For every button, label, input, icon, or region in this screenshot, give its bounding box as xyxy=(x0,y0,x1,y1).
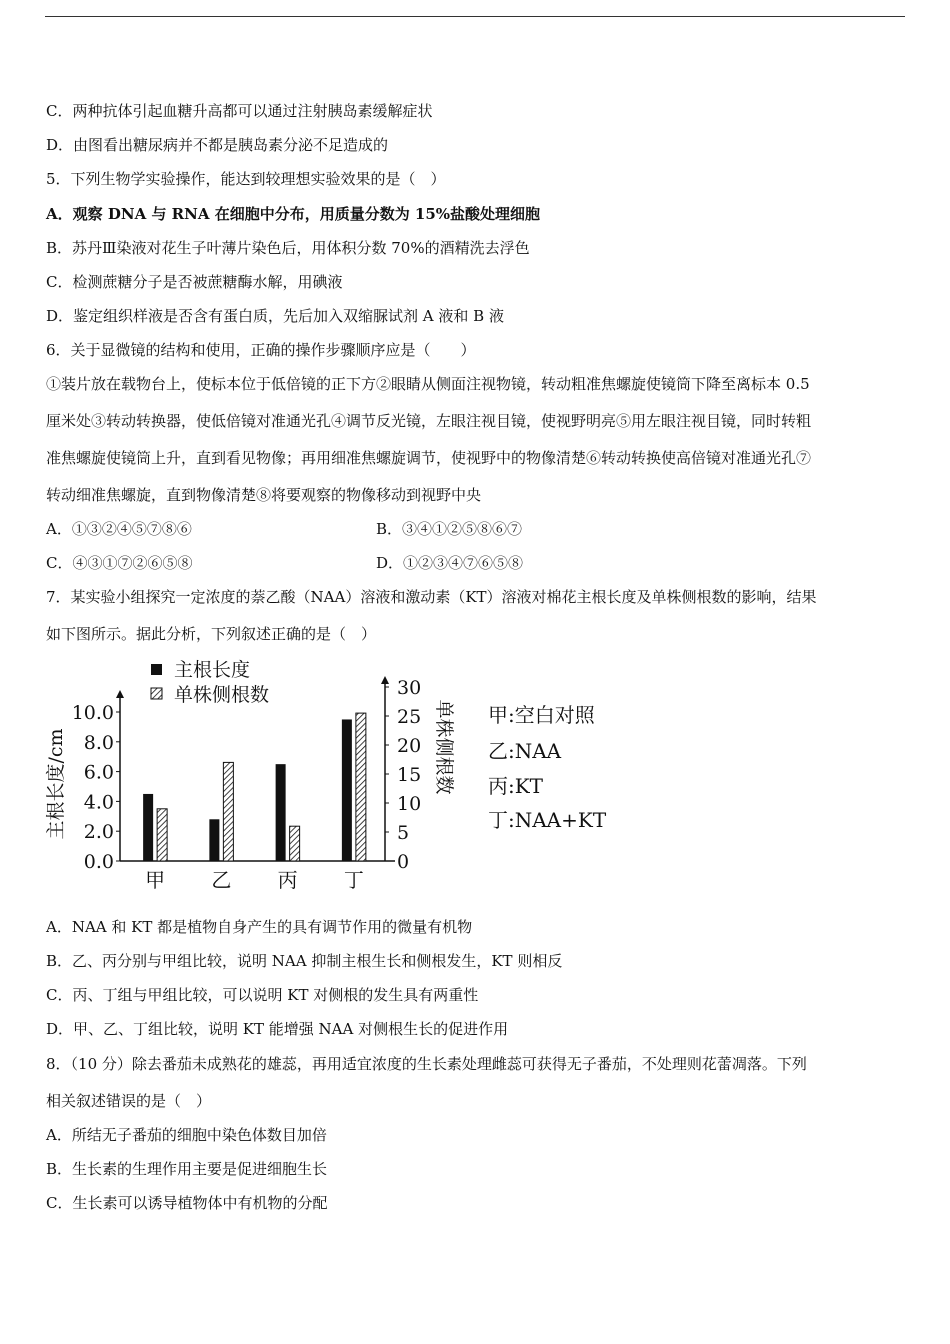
y-tick-label: 0.0 xyxy=(83,851,114,873)
q6-option-a: A．①③②④⑤⑦⑧⑥ xyxy=(46,520,192,538)
q6-option-c: C．④③①⑦②⑥⑤⑧ xyxy=(46,554,193,572)
option-d-prev: D．由图看出糖尿病并不都是胰岛素分泌不足造成的 xyxy=(46,136,389,154)
y2-axis-arrow xyxy=(381,676,389,684)
question-8: 8．（10 分）除去番茄未成熟花的雄蕊，再用适宜浓度的生长素处理雌蕊可获得无子番茄，不处理则花蕾凋落。下列 xyxy=(46,1055,807,1073)
top-rule xyxy=(45,16,905,17)
bar-main-root-length xyxy=(209,819,219,861)
q7-option-d: D．甲、乙、丁组比较，说明 KT 能增强 NAA 对侧根生长的促进作用 xyxy=(46,1020,509,1038)
note-ding: 丁:NAA+KT xyxy=(488,808,607,832)
y2-axis-label: 单株侧根数 xyxy=(433,699,455,795)
bar-lateral-root-count xyxy=(356,713,366,861)
plot-area xyxy=(72,676,422,892)
question-7: 7．某实验小组探究一定浓度的萘乙酸（NAA）溶液和激动素（KT）溶液对棉花主根长度及单株侧根数的影响，结果 xyxy=(46,588,817,606)
q6-steps-line-4: 转动细准焦螺旋，直到物像清楚⑧将要观察的物像移动到视野中央 xyxy=(46,486,482,504)
y-tick-label: 10.0 xyxy=(71,702,114,724)
legend-label-0: 主根长度 xyxy=(174,659,251,681)
y2-tick-label: 30 xyxy=(397,677,422,699)
y-tick-label: 8.0 xyxy=(83,731,114,754)
question-5: 5．下列生物学实验操作，能达到较理想实验效果的是（ ） xyxy=(46,170,446,188)
q7-option-c: C．丙、丁组与甲组比较，可以说明 KT 对侧根的发生具有两重性 xyxy=(46,986,479,1004)
question-6: 6．关于显微镜的结构和使用，正确的操作步骤顺序应是（ ） xyxy=(46,341,476,359)
note-bing: 丙:KT xyxy=(488,774,544,798)
y2-tick-label: 5 xyxy=(397,822,410,844)
q6-steps-line-2: 厘米处③转动转换器，使低倍镜对准通光孔④调节反光镜，左眼注视目镜，使视野明亮⑤用左眼注视目镜，同时转粗 xyxy=(46,412,812,430)
x-tick-label: 甲 xyxy=(145,868,166,892)
y2-tick-label: 0 xyxy=(397,851,410,873)
bar-lateral-root-count xyxy=(290,826,300,861)
bar-chart xyxy=(40,652,640,902)
y-tick-label: 6.0 xyxy=(83,761,114,784)
q8-option-c: C．生长素可以诱导植物体中有机物的分配 xyxy=(46,1194,328,1212)
q5-option-b: B．苏丹Ⅲ染液对花生子叶薄片染色后，用体积分数 70%的酒精洗去浮色 xyxy=(46,239,530,257)
legend-swatch-solid xyxy=(151,664,162,675)
option-c-prev: C．两种抗体引起血糖升高都可以通过注射胰岛素缓解症状 xyxy=(46,102,433,120)
bar-main-root-length xyxy=(276,764,286,861)
x-tick-label: 乙 xyxy=(211,868,232,892)
y-axis-label: 主根长度/cm xyxy=(45,728,67,840)
q8-option-a: A．所结无子番茄的细胞中染色体数目加倍 xyxy=(46,1126,327,1144)
legend-swatch-hatched xyxy=(151,688,162,699)
y-tick-label: 4.0 xyxy=(83,791,114,814)
bar-main-root-length xyxy=(143,794,153,861)
bar-lateral-root-count xyxy=(223,762,233,861)
bar-lateral-root-count xyxy=(157,809,167,861)
y2-tick-label: 20 xyxy=(397,735,422,757)
q5-option-c: C．检测蔗糖分子是否被蔗糖酶水解，用碘液 xyxy=(46,273,343,291)
q7-option-a: A．NAA 和 KT 都是植物自身产生的具有调节作用的微量有机物 xyxy=(46,918,473,936)
note-yi: 乙:NAA xyxy=(488,739,562,763)
x-tick-label: 丁 xyxy=(343,868,364,892)
legend-label-1: 单株侧根数 xyxy=(174,684,270,706)
note-jia: 甲:空白对照 xyxy=(488,703,595,727)
q8-option-b: B．生长素的生理作用主要是促进细胞生长 xyxy=(46,1160,328,1178)
x-tick-label: 丙 xyxy=(277,868,298,892)
q6-steps-line-3: 准焦螺旋使镜筒上升，直到看见物像；再用细准焦螺旋调节，使视野中的物像清楚⑥转动转换使高倍镜对准通光孔⑦ xyxy=(46,449,812,467)
q6-steps-line-1: ①装片放在载物台上，使标本位于低倍镜的正下方②眼睛从侧面注视物镜，转动粗准焦螺旋使镜筒下降至离标本 0.5 xyxy=(46,375,810,393)
y-axis-arrow xyxy=(116,690,124,698)
y-tick-label: 2.0 xyxy=(83,821,114,844)
q7-option-b: B．乙、丙分别与甲组比较，说明 NAA 抑制主根生长和侧根发生，KT 则相反 xyxy=(46,952,563,970)
q5-option-a: A．观察 DNA 与 RNA 在细胞中分布，用质量分数为 15%盐酸处理细胞 xyxy=(46,205,541,223)
y2-tick-label: 15 xyxy=(397,764,422,786)
question-7-cont: 如下图所示。据此分析，下列叙述正确的是（ ） xyxy=(46,625,377,643)
y2-tick-label: 25 xyxy=(397,706,422,728)
q6-option-d: D．①②③④⑦⑥⑤⑧ xyxy=(376,554,524,572)
q5-option-d: D．鉴定组织样液是否含有蛋白质，先后加入双缩脲试剂 A 液和 B 液 xyxy=(46,307,504,325)
question-8-cont: 相关叙述错误的是（ ） xyxy=(46,1092,212,1110)
bar-main-root-length xyxy=(342,719,352,861)
y2-tick-label: 10 xyxy=(397,793,422,815)
q6-option-b: B．③④①②⑤⑧⑥⑦ xyxy=(376,520,523,538)
